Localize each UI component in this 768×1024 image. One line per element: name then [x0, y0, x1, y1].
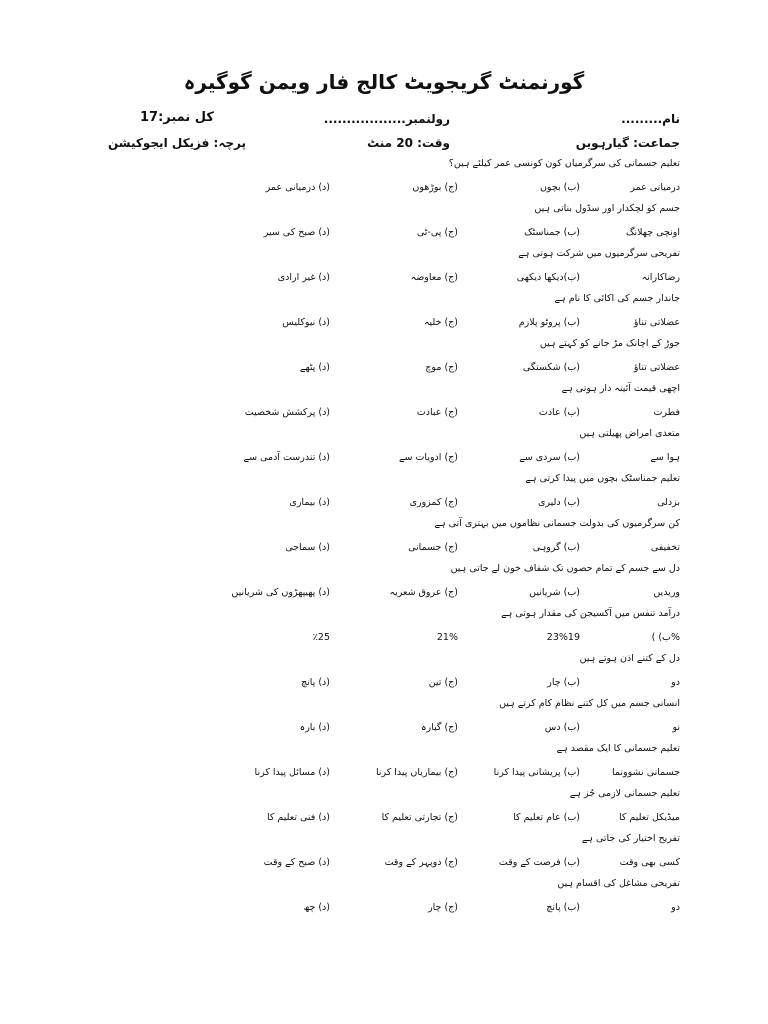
question-item	[0, 518, 768, 563]
option-b: (ب) بچوں	[539, 182, 580, 193]
option-a: دو	[671, 677, 680, 688]
option-a: نو	[672, 722, 680, 733]
option-d: (د) بارہ	[299, 722, 330, 733]
question-list	[0, 158, 768, 923]
option-d: (د) مسائل پیدا کرنا	[254, 767, 330, 778]
option-a: %ب) )	[651, 632, 680, 643]
option-c: (ج) بیماریاں پیدا کرنا	[375, 767, 458, 778]
option-c: (ج) عروق شعریہ	[389, 587, 458, 598]
question-item	[0, 248, 768, 293]
option-d: (د) سماجی	[285, 542, 330, 553]
option-a: رضاکارانہ	[641, 272, 680, 283]
option-b: (ب) پریشانی پیدا کرنا	[493, 767, 580, 778]
question-stem: جاندار جسم کی اکائی کا نام ہے	[554, 293, 680, 304]
option-c: (ج) بوڑھوں	[412, 182, 458, 193]
question-item	[0, 833, 768, 878]
option-b: (ب) دس	[544, 722, 580, 733]
page-title: گورنمنٹ گریجویٹ کالج فار ویمن گوگیرہ	[183, 70, 585, 94]
question-item	[0, 203, 768, 248]
option-b: (ب) پروٹو پلازم	[518, 317, 580, 328]
option-b: 23%19	[546, 632, 580, 643]
question-item	[0, 293, 768, 338]
option-a: عضلاتی تناؤ	[633, 362, 680, 373]
question-item	[0, 473, 768, 518]
option-a: تخفیفی	[650, 542, 680, 553]
option-a: عضلاتی تناؤ	[633, 317, 680, 328]
question-stem: تعلیم جمناسٹک بچوں میں پیدا کرتی ہے	[525, 473, 680, 484]
question-item	[0, 383, 768, 428]
option-d: (د) نیوکلیس	[282, 317, 330, 328]
question-stem: تفریح اختیار کی جاتی ہے	[581, 833, 680, 844]
question-item	[0, 428, 768, 473]
option-d: ٪25	[312, 632, 330, 643]
question-item	[0, 788, 768, 833]
option-d: (د) پٹھے	[299, 362, 330, 373]
question-stem: درآمد تنفس میں آکسیجن کی مقدار ہوتی ہے	[501, 608, 680, 619]
question-stem: دل کے کتنے اذن ہوتے ہیں	[579, 653, 680, 664]
question-stem: جسم کو لچکدار اور سڈول بناتی ہیں	[534, 203, 680, 214]
option-c: (ج) عبادت	[416, 407, 458, 418]
option-d: (د) پھیپھڑوں کی شریانیں	[231, 587, 330, 598]
option-c: (ج) کمزوری	[409, 497, 458, 508]
question-stem: انسانی جسم میں کل کتنے نظام کام کرتے ہیں	[499, 698, 680, 709]
option-c: (ج) تجارتی تعلیم کا	[381, 812, 458, 823]
option-d: (د) تندرست آدمی سے	[243, 452, 330, 463]
question-item	[0, 698, 768, 743]
question-item	[0, 158, 768, 203]
question-item	[0, 878, 768, 923]
option-a: اونچی چھلانگ	[625, 227, 680, 238]
option-d: (د) فنی تعلیم کا	[266, 812, 330, 823]
option-c: (ج) دوپہر کے وقت	[384, 857, 458, 868]
option-b: (ب) شریانیں	[529, 587, 580, 598]
option-c: (ج) موچ	[425, 362, 458, 373]
option-b: (ب) عادت	[538, 407, 580, 418]
option-b: (ب) چار	[547, 677, 580, 688]
option-a: ہوا سے	[650, 452, 680, 463]
question-stem: تفریحی مشاغل کی اقسام ہیں	[557, 878, 680, 889]
question-stem: تعلیم جسمانی لازمی جُز ہے	[569, 788, 680, 799]
option-c: 21%	[436, 632, 458, 643]
question-stem: تعلیم جسمانی کا ایک مقصد ہے	[556, 743, 680, 754]
question-stem: جوڑ کے اچانک مڑ جانے کو کہتے ہیں	[539, 338, 680, 349]
option-a: فطرت	[653, 407, 680, 418]
class-label: جماعت: گیارہویں	[575, 136, 680, 150]
option-b: (ب) جمناسٹک	[524, 227, 580, 238]
roll-number-label: رولنمبر..................	[323, 112, 450, 126]
option-d: (د) پرکشش شخصیت	[244, 407, 330, 418]
question-stem: اچھی قیمت آئینہ دار ہوتی ہے	[561, 383, 680, 394]
option-b: (ب) گروہی	[532, 542, 580, 553]
option-b: (ب) عام تعلیم کا	[513, 812, 580, 823]
total-marks: کل نمبر:17	[140, 110, 214, 125]
option-a: جسمانی نشوونما	[612, 767, 680, 778]
option-d: (د) پانچ	[301, 677, 330, 688]
question-item	[0, 338, 768, 383]
option-d: (د) صبح کے وقت	[263, 857, 330, 868]
option-c: (ج) ادویات سے	[398, 452, 458, 463]
option-b: (ب) فرصت کے وقت	[498, 857, 580, 868]
option-a: درمیانی عمر	[630, 182, 680, 193]
time-label: وقت: 20 منٹ	[367, 136, 450, 150]
question-stem: تفریحی سرگرمیوں میں شرکت ہوتی ہے	[518, 248, 680, 259]
question-item	[0, 563, 768, 608]
paper-label: پرچہ: فزیکل ایجوکیشن	[108, 136, 246, 150]
option-c: (ج) تین	[428, 677, 458, 688]
option-a: دو	[671, 902, 680, 913]
option-d: (د) صبح کی سیر	[263, 227, 330, 238]
option-d: (د) بیماری	[289, 497, 330, 508]
option-a: بزدلی	[657, 497, 680, 508]
question-item	[0, 743, 768, 788]
question-stem: دل سے جسم کے تمام حصوں تک شفاف خون لے جاتی ہیں	[450, 563, 680, 574]
option-c: (ج) چار	[428, 902, 458, 913]
question-item	[0, 608, 768, 653]
option-d: (د) درمیانی عمر	[265, 182, 330, 193]
option-c: (ج) پی-ٹی	[416, 227, 458, 238]
option-a: وریدیں	[653, 587, 680, 598]
question-stem: تعلیم جسمانی کی سرگرمیاں کون کونسی عمر کیلئے ہیں؟	[448, 158, 680, 169]
option-d: (د) چھ	[303, 902, 330, 913]
option-d: (د) غیر ارادی	[277, 272, 330, 283]
option-b: (ب)دیکھا دیکھی	[516, 272, 580, 283]
name-field-label: نام.........	[621, 112, 680, 126]
question-stem: متعدی امراض پھیلتی ہیں	[579, 428, 680, 439]
option-b: (ب) سردی سے	[519, 452, 580, 463]
question-stem: کن سرگرمیوں کی بدولت جسمانی نظاموں میں بہتری آتی ہے	[434, 518, 680, 529]
question-item	[0, 653, 768, 698]
option-b: (ب) دلیری	[537, 497, 580, 508]
option-a: میڈیکل تعلیم کا	[618, 812, 680, 823]
option-b: (ب) شکستگی	[522, 362, 580, 373]
option-c: (ج) خلیہ	[423, 317, 458, 328]
option-c: (ج) جسمانی	[408, 542, 458, 553]
option-c: (ج) گیارہ	[420, 722, 458, 733]
option-a: کسی بھی وقت	[619, 857, 680, 868]
option-b: (ب) پانچ	[546, 902, 580, 913]
option-c: (ج) معاوضہ	[410, 272, 458, 283]
